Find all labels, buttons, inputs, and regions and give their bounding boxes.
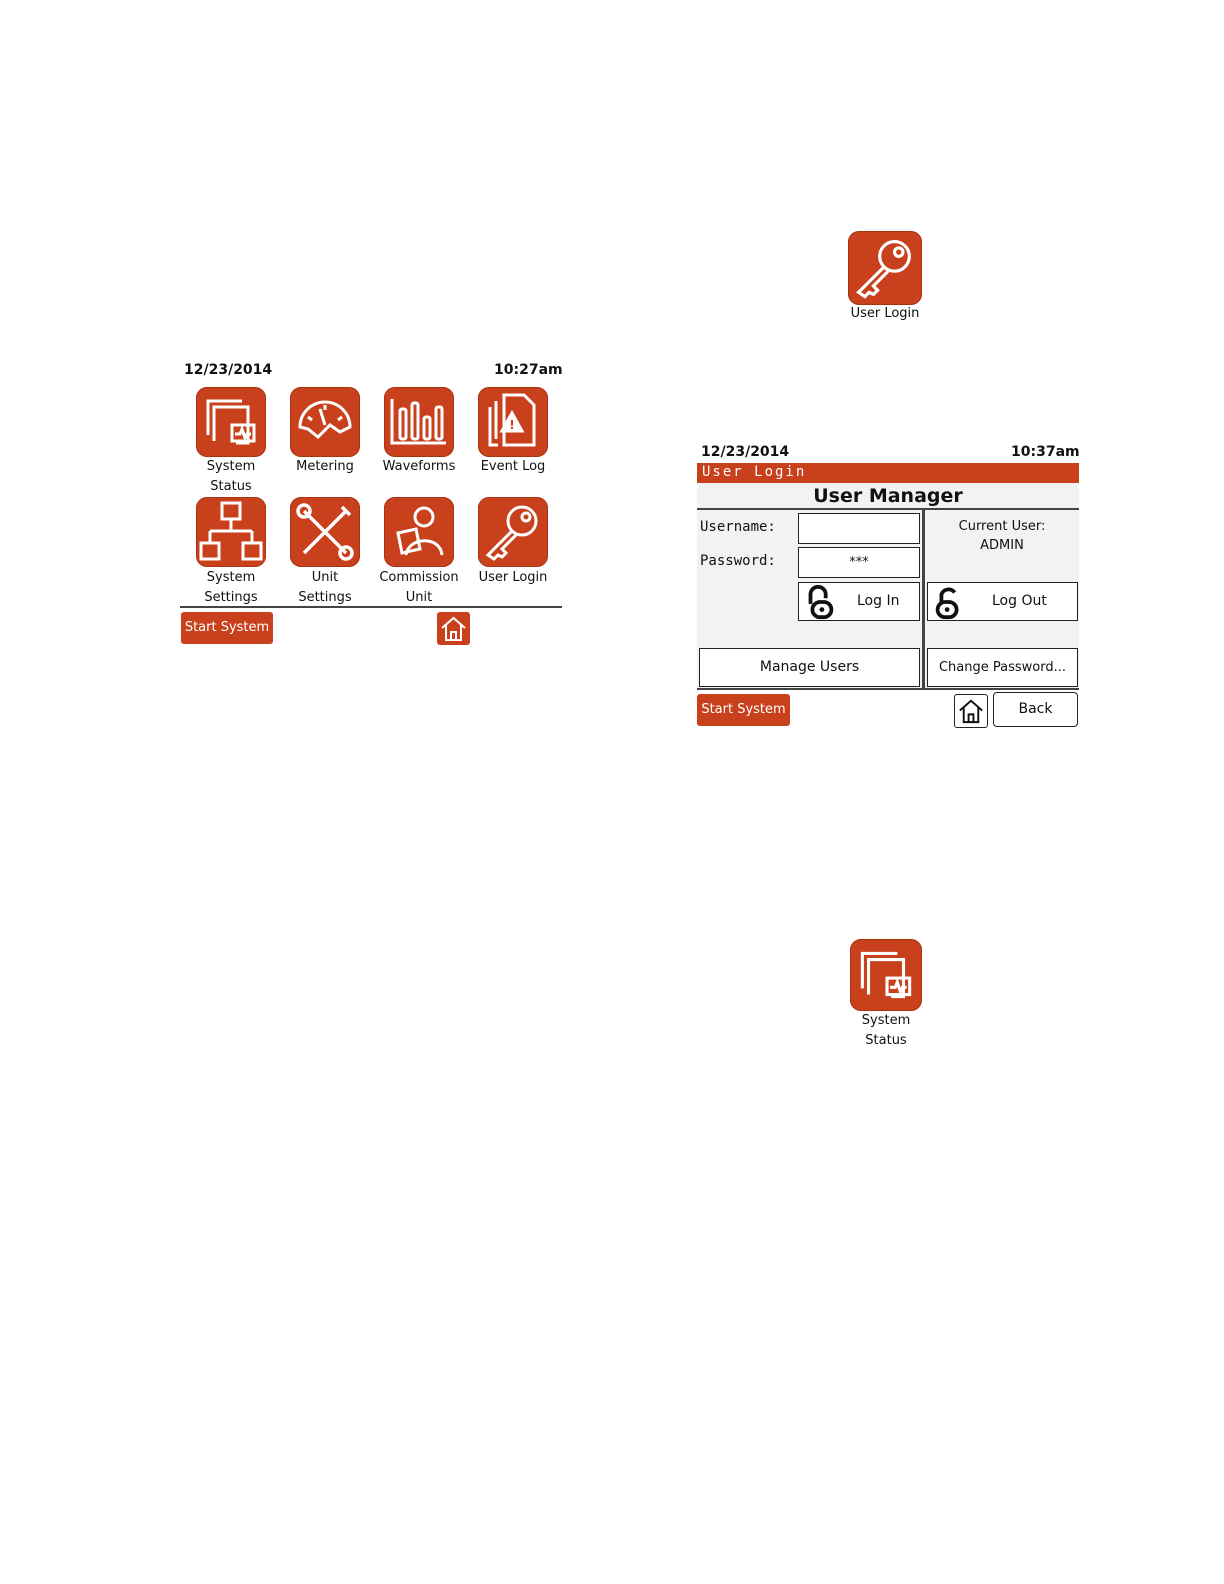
manage-users-button[interactable]: Manage Users [699,648,920,687]
home-divider [180,606,562,608]
waveforms-bars-icon [384,387,454,457]
login-title-bar [697,463,1079,483]
login-button[interactable] [798,582,920,621]
heading-divider [697,508,1079,510]
start-system-button[interactable]: Start System [181,612,273,644]
current-user-label: Current User: [958,519,1046,534]
home-time: 10:27am [494,362,563,378]
login-time: 10:37am [1011,444,1080,460]
callout-user-login-tile [848,231,922,305]
change-password-button[interactable]: Change Password... [927,648,1078,687]
home-button[interactable] [437,612,470,645]
system-settings-label: System Settings [204,570,258,605]
home-icon [955,695,987,727]
user-login-key-icon [848,231,922,305]
system-settings-network-icon [196,497,266,567]
username-label: Username: [700,519,776,535]
callout-user-login-label: User Login [850,306,920,321]
svg-text:!: ! [509,418,515,432]
lock-closed-icon [801,583,839,621]
login-date: 12/23/2014 [701,444,790,460]
home-date: 12/23/2014 [184,362,273,378]
column-divider [922,510,925,689]
metering-gauge-icon [290,387,360,457]
username-field[interactable] [798,513,920,544]
event-log-warning-icon [478,387,548,457]
system-status-icon [196,387,266,457]
login-title-text: User Login [702,464,807,480]
unit-settings-tile[interactable] [290,497,360,567]
waveforms-tile[interactable] [384,387,454,457]
waveforms-label: Waveforms [382,459,456,474]
user-login-key-icon [478,497,548,567]
commission-unit-label: Commission Unit [379,570,459,605]
home-icon [437,612,470,645]
system-status-icon [850,939,922,1011]
commission-unit-tile[interactable] [384,497,454,567]
user-login-label: User Login [478,570,548,585]
login-button-label: Log In [857,593,900,609]
user-login-tile[interactable] [478,497,548,567]
login-bottom-divider [697,688,1079,690]
login-home-button[interactable] [954,694,988,728]
callout-system-status-tile [850,939,922,1011]
metering-tile[interactable] [290,387,360,457]
lock-open-icon [930,583,968,621]
unit-settings-label: Unit Settings [298,570,352,605]
logout-button[interactable] [927,582,1078,621]
password-label: Password: [700,553,776,569]
event-log-tile[interactable] [478,387,548,457]
login-start-system-button[interactable]: Start System [697,694,790,726]
system-settings-tile[interactable] [196,497,266,567]
logout-button-label: Log Out [992,593,1047,609]
system-status-label: System Status [206,459,256,494]
commission-unit-person-icon [384,497,454,567]
password-field[interactable]: *** [798,547,920,578]
event-log-label: Event Log [480,459,546,474]
unit-settings-tools-icon [290,497,360,567]
metering-label: Metering [296,459,354,474]
user-manager-heading: User Manager [813,485,963,507]
system-status-tile[interactable] [196,387,266,457]
callout-system-status-label: System Status [861,1013,911,1048]
current-user-value: ADMIN [980,538,1024,553]
back-button[interactable]: Back [993,692,1078,727]
